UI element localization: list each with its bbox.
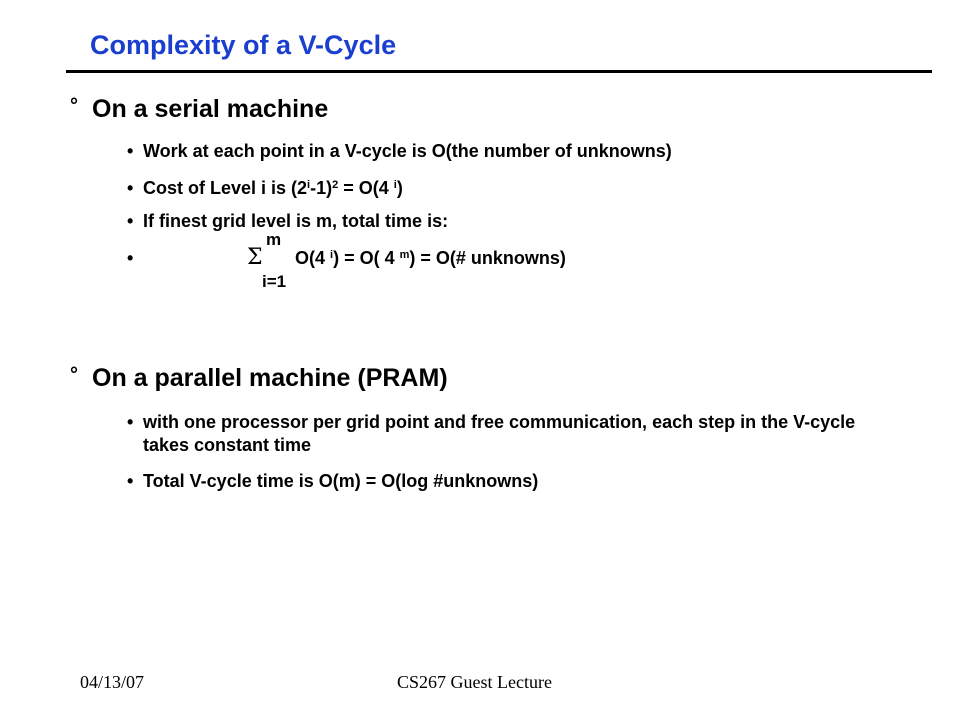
superscript: i (393, 179, 397, 191)
list-item (127, 247, 747, 270)
sum-upper-limit: m (266, 230, 282, 249)
text-run: ) (396, 178, 403, 198)
section-heading-text: On a serial machine (92, 95, 329, 123)
superscript: i (330, 249, 334, 261)
section-heading-text: On a parallel machine (PRAM) (92, 364, 448, 392)
bullet-dot: • (127, 471, 134, 491)
bullet-dot: • (127, 178, 134, 198)
list-item-text (143, 177, 887, 200)
bullet-dot: • (127, 412, 134, 432)
text-run: O(4 (295, 248, 331, 268)
title-underline (66, 70, 932, 73)
sum-symbol: Σ (247, 245, 263, 270)
superscript: m (399, 249, 410, 261)
list-item-text: If finest grid level is m, total time is: (143, 211, 449, 231)
text-run: -1) (310, 178, 333, 198)
list-item (127, 140, 887, 163)
list-item-text (295, 247, 747, 270)
list-item (127, 210, 887, 233)
section-bullet: ° (70, 95, 78, 117)
section-bullet: ° (70, 364, 78, 386)
slide-title: Complexity of a V-Cycle (90, 30, 397, 60)
list-item (127, 411, 887, 457)
list-item-text: Work at each point in a V-cycle is O(the number of unknowns) (143, 141, 672, 161)
bullet-dot: • (127, 211, 134, 231)
text-run: Cost of Level i is (2 (143, 178, 308, 198)
footer-course: CS267 Guest Lecture (397, 672, 552, 692)
superscript: 2 (332, 179, 339, 191)
list-item-text: with one processor per grid point and free communication, each step in the V-cycle takes constant time (143, 412, 856, 455)
text-run: ) = O(# unknowns) (409, 248, 566, 268)
superscript: i (307, 179, 311, 191)
sum-lower-limit: i=1 (262, 272, 287, 291)
list-item-text: Total V-cycle time is O(m) = O(log #unknowns) (143, 471, 539, 491)
bullet-dot: • (127, 141, 134, 161)
text-run: = O(4 (338, 178, 394, 198)
list-item (127, 470, 887, 493)
section-heading-serial (70, 95, 328, 124)
footer-date: 04/13/07 (80, 672, 145, 692)
bullet-dot: • (127, 248, 134, 268)
list-item (127, 177, 887, 200)
text-run: ) = O( 4 (333, 248, 400, 268)
section-heading-parallel (70, 364, 448, 393)
